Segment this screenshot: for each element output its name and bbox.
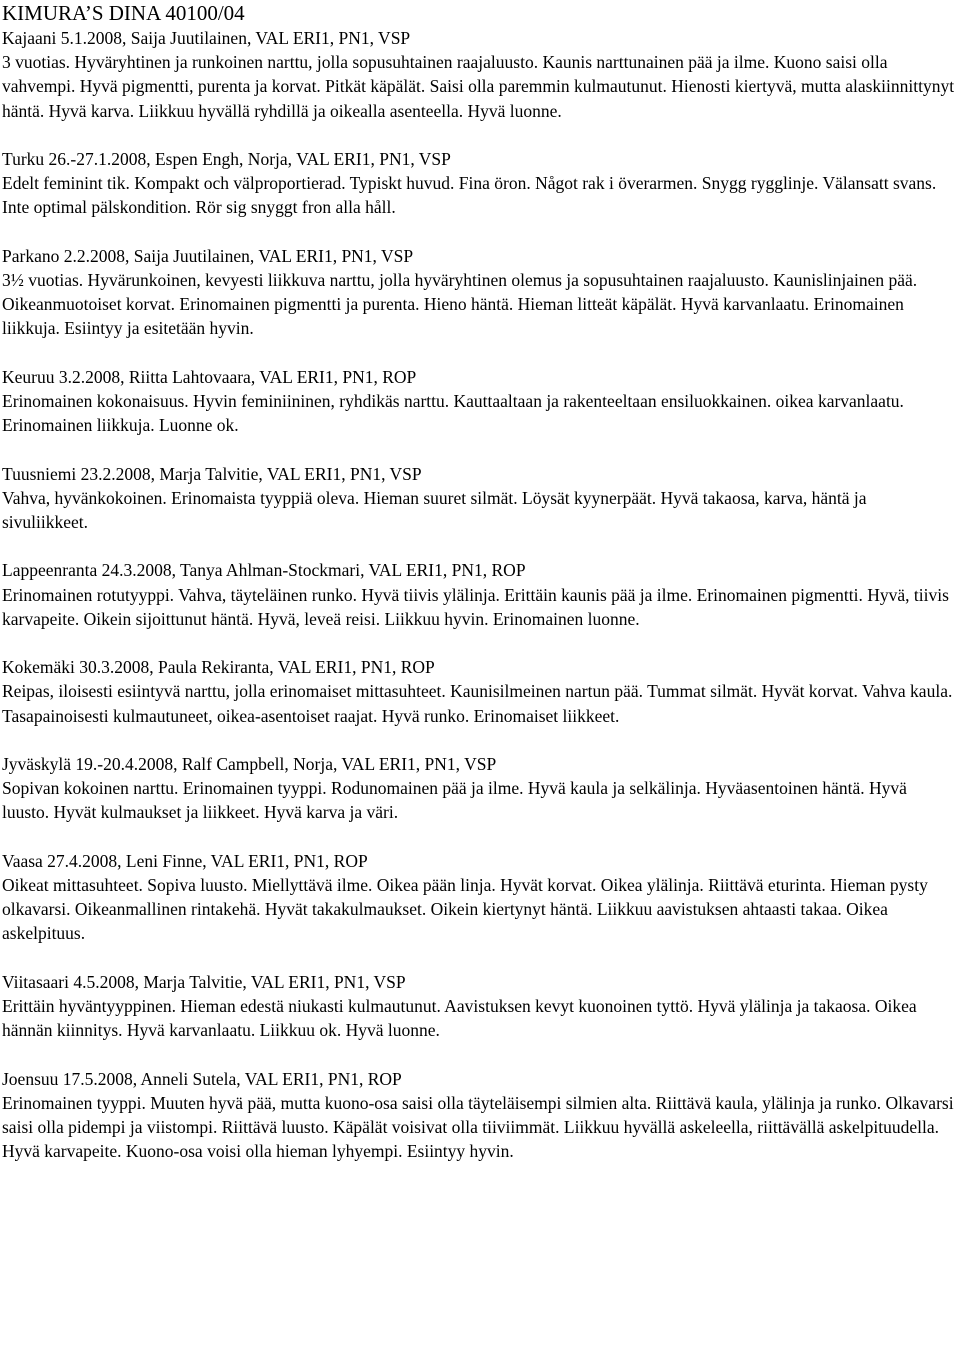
entry-critique: Oikeat mittasuhteet. Sopiva luusto. Miellyttävä ilme. Oikea pään linja. Hyvät korvat. Oikea ylälinja. Riittävä eturinta. Hieman pysty olkavarsi. Oikeanmallinen rintakehä. Hyvät takakulmaukset. Oikein kiertynyt häntä. Liikkuu aavistuksen ahtaasti takaa. Oikea askelpituus. xyxy=(2,874,928,944)
show-entry xyxy=(2,26,956,123)
show-entry xyxy=(2,1067,956,1164)
show-entry xyxy=(2,655,956,728)
show-entry xyxy=(2,752,956,825)
entry-critique: 3½ vuotias. Hyvärunkoinen, kevyesti liikkuva narttu, jolla hyväryhtinen olemus ja sopusuhtainen raajaluusto. Kaunislinjainen pää. Oikeanmuotoiset korvat. Erinomainen pigmentti ja purenta. Hieno häntä. Hieman litteät käpälät. Hyvä karvanlaatu. Erinomainen liikkuja. Esiintyy ja esitetään hyvin. xyxy=(2,270,918,339)
show-entry xyxy=(2,244,956,341)
show-entry xyxy=(2,147,956,220)
entry-heading: Kajaani 5.1.2008, Saija Juutilainen, VAL ERI1, PN1, VSP xyxy=(2,28,411,48)
entry-heading: Jyväskylä 19.-20.4.2008, Ralf Campbell, Norja, VAL ERI1, PN1, VSP xyxy=(2,753,497,774)
entry-heading: Tuusniemi 23.2.2008, Marja Talvitie, VAL ERI1, PN1, VSP xyxy=(2,463,422,484)
entry-critique: Erinomainen kokonaisuus. Hyvin feminiininen, ryhdikäs narttu. Kauttaaltaan ja rakenteeltaan ensiluokkainen. oikea karvanlaatu. Erinomainen liikkuja. Luonne ok. xyxy=(2,391,904,436)
show-entry xyxy=(2,558,956,631)
entry-critique: Vahva, hyvänkokoinen. Erinomaista tyyppiä oleva. Hieman suuret silmät. Löysät kyynerpäät. Hyvä takaosa, karva, häntä ja sivuliikkeet. xyxy=(2,487,867,532)
show-entry xyxy=(2,365,956,438)
entry-heading: Joensuu 17.5.2008, Anneli Sutela, VAL ERI1, PN1, ROP xyxy=(2,1068,402,1089)
document-title: KIMURA’S DINA 40100/04 xyxy=(2,1,245,25)
entry-critique: Edelt feminint tik. Kompakt och välproportierad. Typiskt huvud. Fina öron. Något rak i överarmen. Snygg rygglinje. Välansatt svans. Inte optimal pälskondition. Rör sig snyggt fron alla håll. xyxy=(2,173,937,218)
document-page xyxy=(2,0,956,1188)
entry-heading: Keuruu 3.2.2008, Riitta Lahtovaara, VAL ERI1, PN1, ROP xyxy=(2,366,417,387)
entry-heading: Viitasaari 4.5.2008, Marja Talvitie, VAL ERI1, PN1, VSP xyxy=(2,971,406,992)
entry-heading: Kokemäki 30.3.2008, Paula Rekiranta, VAL ERI1, PN1, ROP xyxy=(2,657,435,678)
entry-critique: Erinomainen tyyppi. Muuten hyvä pää, mutta kuono-osa saisi olla täyteläisempi silmien alta. Riittävä kaula, ylälinja ja runko. Olkavarsi saisi olla pidempi ja viistompi. Riittävä luusto. Käpälät voisivat olla tiiviimmät. Liikkuu hyvällä askeleella, riittävällä askelpituudella. Hyvä karvapeite. Kuono-osa voisi olla hieman lyhyempi. Esiintyy hyvin. xyxy=(2,1092,954,1162)
entry-heading: Lappeenranta 24.3.2008, Tanya Ahlman-Stockmari, VAL ERI1, PN1, ROP xyxy=(2,560,526,581)
entry-critique: Erinomainen rotutyyppi. Vahva, täyteläinen runko. Hyvä tiivis ylälinja. Erittäin kaunis pää ja ilme. Erinomainen pigmentti. Hyvä, tiivis karvapeite. Oikein sijoittunut häntä. Hyvä, leveä reisi. Liikkuu hyvin. Erinomainen luonne. xyxy=(2,584,949,629)
show-entry xyxy=(2,849,956,946)
entry-heading: Turku 26.-27.1.2008, Espen Engh, Norja, VAL ERI1, PN1, VSP xyxy=(2,149,451,169)
entry-critique: Erittäin hyväntyyppinen. Hieman edestä niukasti kulmautunut. Aavistuksen kevyt kuonoinen tyttö. Hyvä ylälinja ja takaosa. Oikea hännän kiinnitys. Hyvä karvanlaatu. Liikkuu ok. Hyvä luonne. xyxy=(2,995,917,1041)
entry-heading: Parkano 2.2.2008, Saija Juutilainen, VAL ERI1, PN1, VSP xyxy=(2,245,414,266)
show-entry xyxy=(2,462,956,535)
entry-heading: Vaasa 27.4.2008, Leni Finne, VAL ERI1, PN1, ROP xyxy=(2,850,368,871)
entry-critique: 3 vuotias. Hyväryhtinen ja runkoinen narttu, jolla sopusuhtainen raajaluusto. Kaunis narttunainen pää ja ilme. Kuono saisi olla vahvempi. Hyvä pigmentti, purenta ja korvat. Pitkät käpälät. Saisi olla paremmin kulmautunut. Hienosti kiertyvä, mutta alaskiinnittynyt häntä. Hyvä karva. Liikkuu hyvällä ryhdillä ja oikealla asenteella. Hyvä luonne. xyxy=(2,52,955,121)
show-entry xyxy=(2,970,956,1043)
entry-critique: Reipas, iloisesti esiintyvä narttu, jolla erinomaiset mittasuhteet. Kaunisilmeinen nartun pää. Tummat silmät. Hyvät korvat. Vahva kaula. Tasapainoisesti kulmautuneet, oikea-asentoiset raajat. Hyvä runko. Erinomaiset liikkeet. xyxy=(2,681,953,726)
entry-critique: Sopivan kokoinen narttu. Erinomainen tyyppi. Rodunomainen pää ja ilme. Hyvä kaula ja selkälinja. Hyväasentoinen häntä. Hyvä luusto. Hyvät kulmaukset ja liikkeet. Hyvä karva ja väri. xyxy=(2,778,907,823)
